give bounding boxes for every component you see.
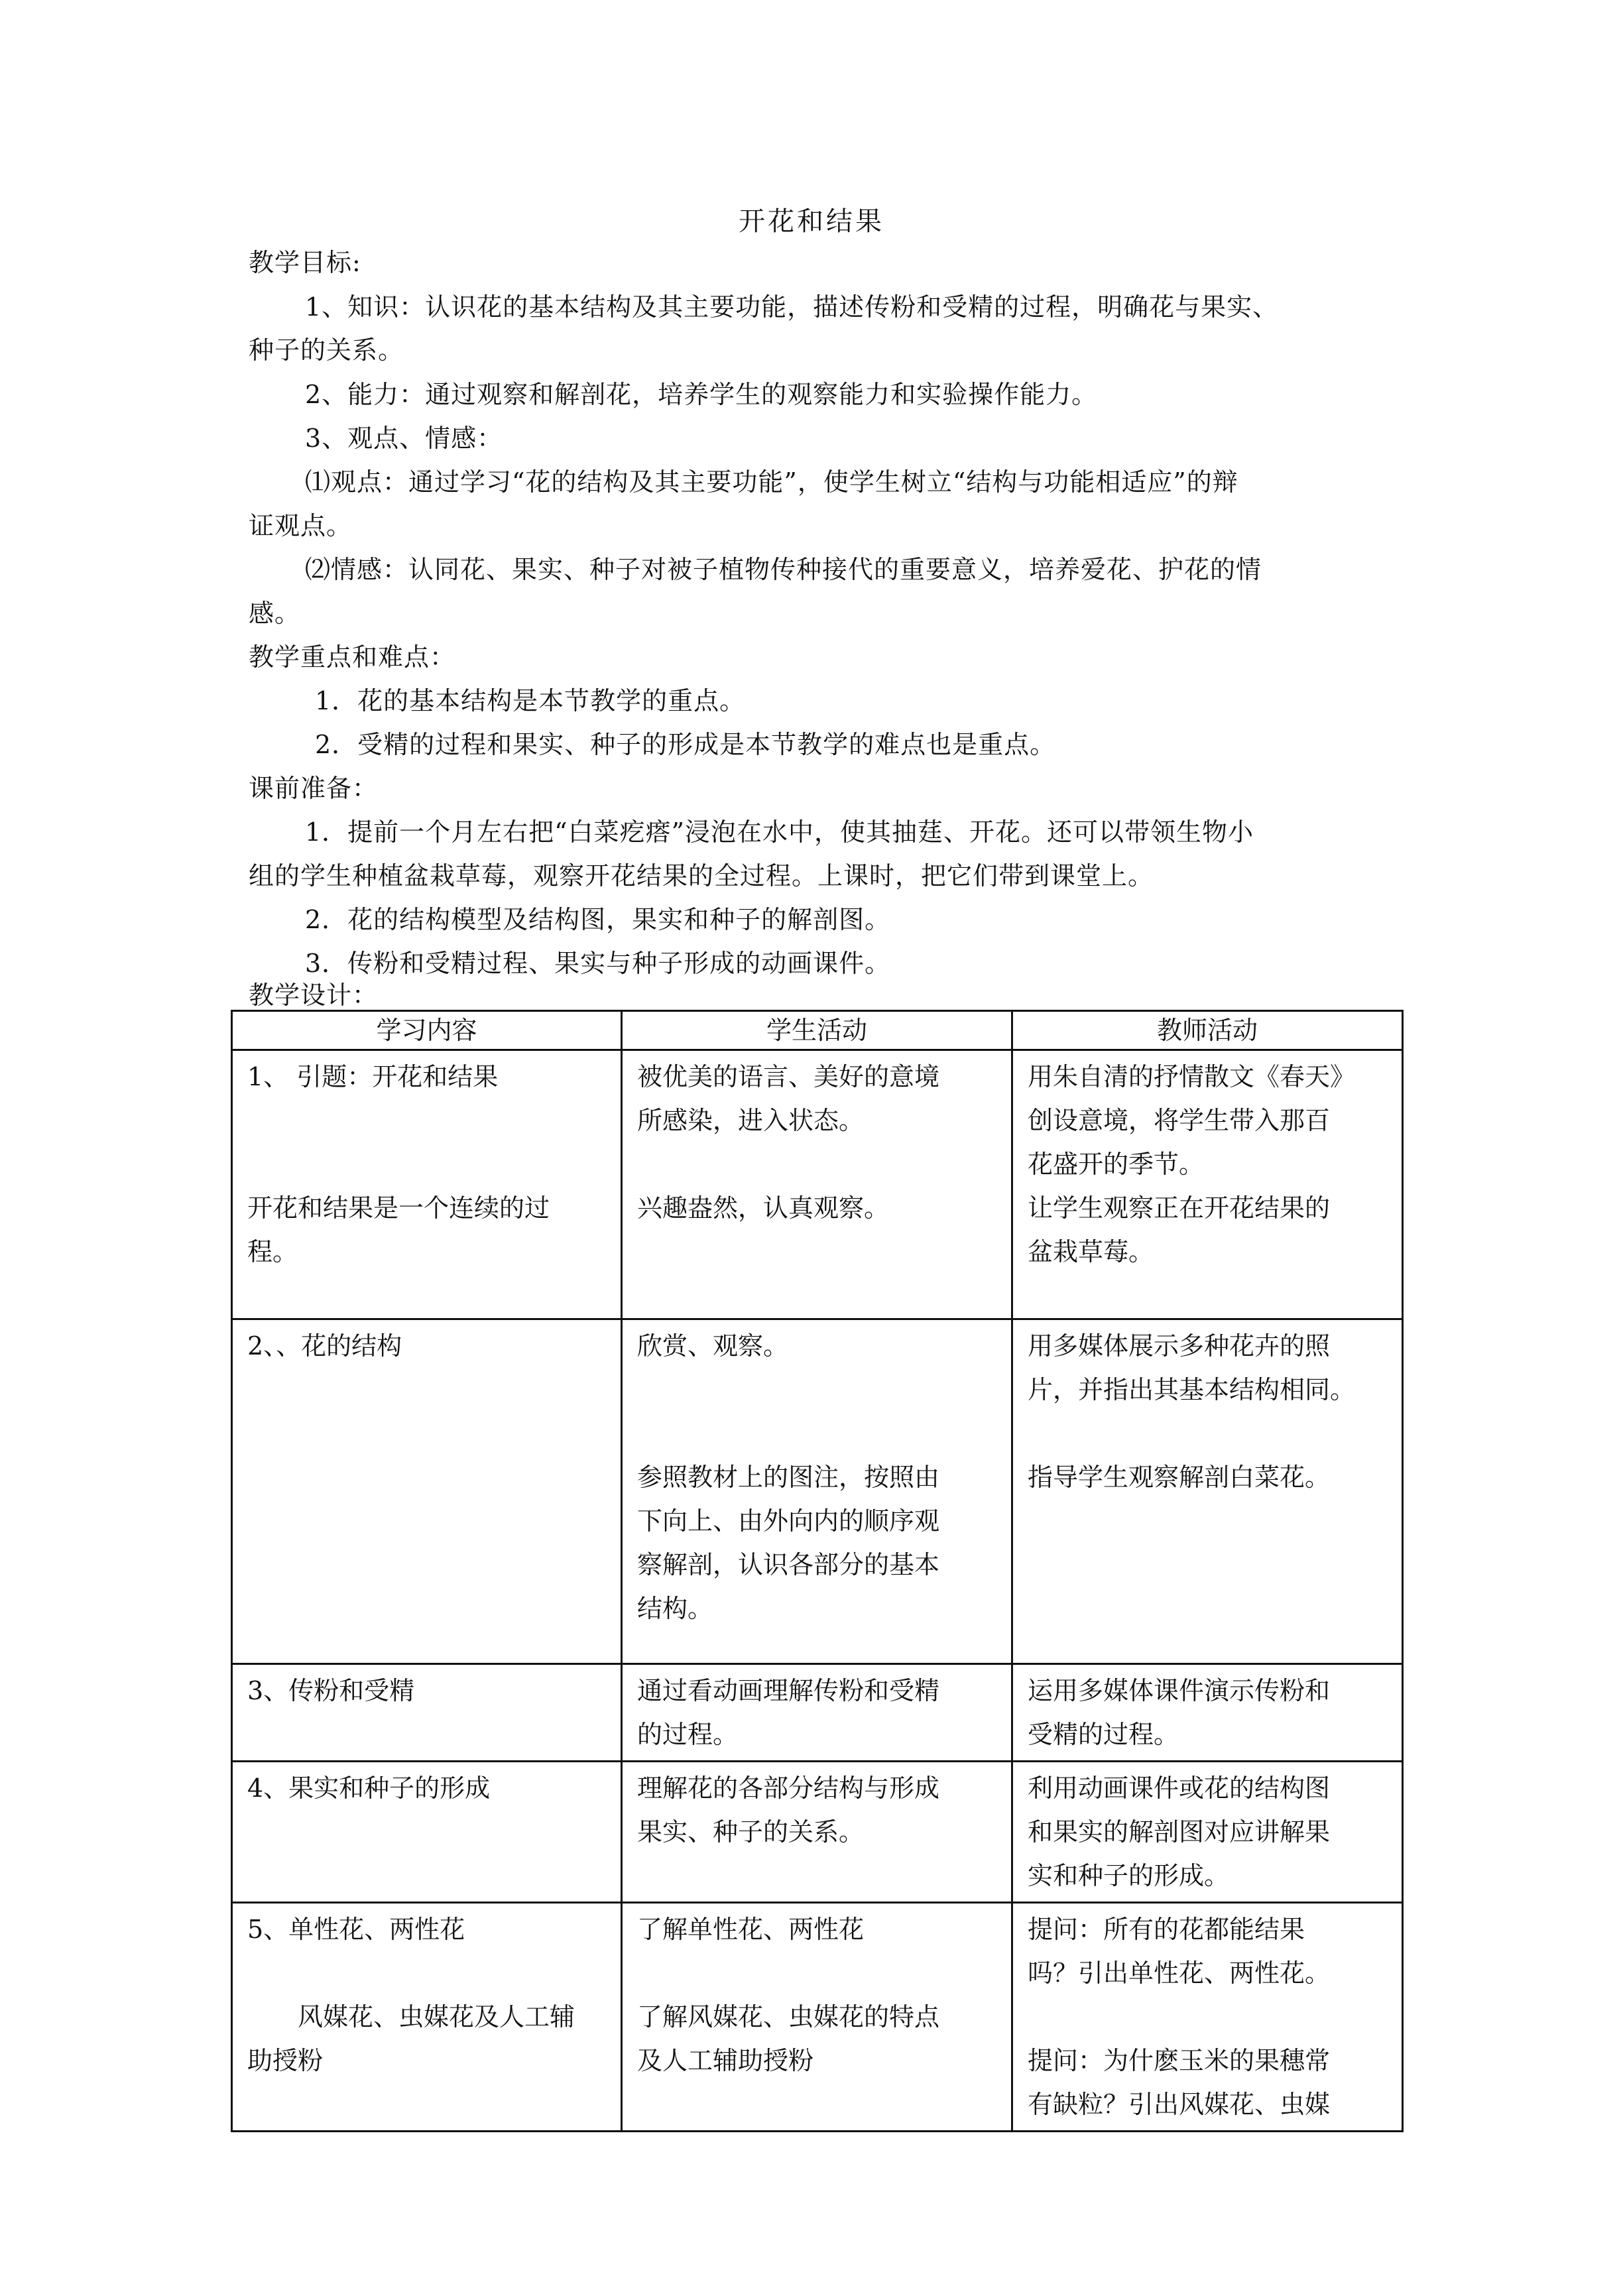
table-cell [622, 1319, 1012, 1664]
preparation-2: 2．花的结构模型及结构图，果实和种子的解剖图。 [305, 905, 891, 934]
cell-text: 察解剖，认识各部分的基本 [637, 1550, 940, 1579]
cell-text: 2、、花的结构 [247, 1331, 402, 1360]
cell-text: 兴趣盎然，认真观察。 [637, 1193, 890, 1223]
cell-text: 片，并指出其基本结构相同。 [1028, 1375, 1356, 1404]
cell-text: 3、传粉和受精 [247, 1676, 415, 1705]
spacer [247, 1099, 606, 1186]
key-point-2: 2．受精的过程和果实、种子的形成是本节教学的难点也是重点。 [315, 730, 1056, 759]
objective-view-line1: ⑴观点：通过学习“花的结构及其主要功能”，使学生树立“结构与功能相适应”的辩 [305, 467, 1238, 497]
table-cell [232, 1762, 622, 1903]
teaching-design-table [231, 1010, 1404, 2132]
cell-text: 了解单性花、两性花 [637, 1915, 865, 1944]
spacer [637, 1368, 996, 1455]
table-cell [232, 1903, 622, 2132]
cell-text: 盆栽草莓。 [1028, 1237, 1154, 1266]
cell-text: 所感染，进入状态。 [637, 1106, 865, 1135]
spacer [247, 1951, 606, 1995]
cell-text: 结构。 [637, 1594, 713, 1623]
table-cell [1012, 1664, 1403, 1762]
cell-text: 果实、种子的关系。 [637, 1817, 865, 1846]
table-row [232, 1050, 1403, 1319]
preparation-heading: 课前准备： [249, 774, 379, 803]
objective-emotion-line2: 感。 [249, 599, 301, 628]
cell-text: 被优美的语言、美好的意境 [637, 1062, 940, 1091]
cell-text: 运用多媒体课件演示传粉和 [1028, 1676, 1331, 1705]
table-row [232, 1903, 1403, 2132]
table-cell [232, 1319, 622, 1664]
table-cell [622, 1903, 1012, 2132]
cell-text: 花盛开的季节。 [1028, 1150, 1205, 1179]
cell-text: 开花和结果是一个连续的过 [247, 1193, 550, 1223]
cell-text: 5、单性花、两性花 [247, 1915, 465, 1944]
cell-text: 受精的过程。 [1028, 1720, 1179, 1749]
objective-knowledge-line2: 种子的关系。 [249, 335, 404, 365]
cell-text: 及人工辅助授粉 [637, 2046, 814, 2075]
cell-text: 让学生观察正在开花结果的 [1028, 1193, 1331, 1223]
objective-view-line2: 证观点。 [249, 511, 353, 540]
cell-text: 实和种子的形成。 [1028, 1861, 1230, 1890]
objective-ability: 2、能力：通过观察和解剖花，培养学生的观察能力和实验操作能力。 [305, 380, 1098, 409]
objective-emotion-line1: ⑵情感：认同花、果实、种子对被子植物传种接代的重要意义，培养爱花、护花的情 [305, 555, 1262, 584]
spacer [637, 1142, 996, 1186]
cell-text: 助授粉 [247, 2046, 324, 2075]
cell-text: 和果实的解剖图对应讲解果 [1028, 1817, 1331, 1846]
preparation-3: 3．传粉和受精过程、果实与种子形成的动画课件。 [305, 949, 891, 978]
key-points-heading: 教学重点和难点： [249, 642, 456, 672]
header-content: 学习内容 [232, 1011, 622, 1050]
cell-text: 创设意境，将学生带入那百 [1028, 1106, 1331, 1135]
table-cell [622, 1050, 1012, 1319]
preparation-1-line1: 1．提前一个月左右把“白菜疙瘩”浸泡在水中，使其抽莛、开花。还可以带领生物小 [305, 817, 1254, 847]
header-student: 学生活动 [622, 1011, 1012, 1050]
preparation-1-line2: 组的学生种植盆栽草莓，观察开花结果的全过程。上课时，把它们带到课堂上。 [249, 861, 1154, 890]
spacer [1028, 1412, 1387, 1455]
table-cell [1012, 1903, 1403, 2132]
header-teacher: 教师活动 [1012, 1011, 1403, 1050]
cell-text: 欣赏、观察。 [637, 1331, 789, 1360]
cell-text: 风媒花、虫媒花及人工辅 [298, 2002, 575, 2031]
key-point-1: 1．花的基本结构是本节教学的重点。 [315, 686, 746, 715]
cell-text: 下向上、由外向内的顺序观 [637, 1506, 940, 1536]
objectives-heading: 教学目标: [249, 248, 361, 277]
table-cell [622, 1664, 1012, 1762]
cell-text: 的过程。 [637, 1720, 739, 1749]
cell-text: 4、果实和种子的形成 [247, 1774, 491, 1803]
cell-text: 用多媒体展示多种花卉的照 [1028, 1331, 1331, 1360]
table-cell [1012, 1762, 1403, 1903]
cell-text: 指导学生观察解剖白菜花。 [1028, 1463, 1331, 1492]
cell-text: 理解花的各部分结构与形成 [637, 1774, 940, 1803]
cell-text: 吗？引出单性花、两性花。 [1028, 1959, 1331, 1988]
document-title: 开花和结果 [739, 206, 884, 237]
cell-text: 提问：所有的花都能结果 [1028, 1915, 1305, 1944]
table-cell [232, 1664, 622, 1762]
cell-text: 用朱自清的抒情散文《春天》 [1028, 1062, 1356, 1091]
cell-text: 通过看动画理解传粉和受精 [637, 1676, 940, 1705]
design-heading: 教学设计： [249, 981, 379, 1010]
table-row [232, 1319, 1403, 1664]
cell-text: 了解风媒花、虫媒花的特点 [637, 2002, 940, 2031]
table-cell [232, 1050, 622, 1319]
cell-text: 1、 引题：开花和结果 [247, 1062, 499, 1091]
table-row [232, 1664, 1403, 1762]
objective-knowledge-line1: 1、知识：认识花的基本结构及其主要功能，描述传粉和受精的过程，明确花与果实、 [305, 292, 1279, 322]
spacer [1028, 1995, 1387, 2039]
table-row [232, 1762, 1403, 1903]
cell-text: 利用动画课件或花的结构图 [1028, 1774, 1331, 1803]
table-header-row [232, 1011, 1403, 1050]
cell-text: 参照教材上的图注，按照由 [637, 1463, 940, 1492]
table-cell [1012, 1319, 1403, 1664]
spacer [637, 1951, 996, 1995]
cell-text: 有缺粒？引出风媒花、虫媒 [1028, 2090, 1331, 2119]
table-cell [622, 1762, 1012, 1903]
cell-text: 提问：为什麽玉米的果穗常 [1028, 2046, 1331, 2075]
cell-text: 程。 [247, 1237, 298, 1266]
objective-view-emotion: 3、观点、情感： [305, 424, 503, 453]
table-cell [1012, 1050, 1403, 1319]
